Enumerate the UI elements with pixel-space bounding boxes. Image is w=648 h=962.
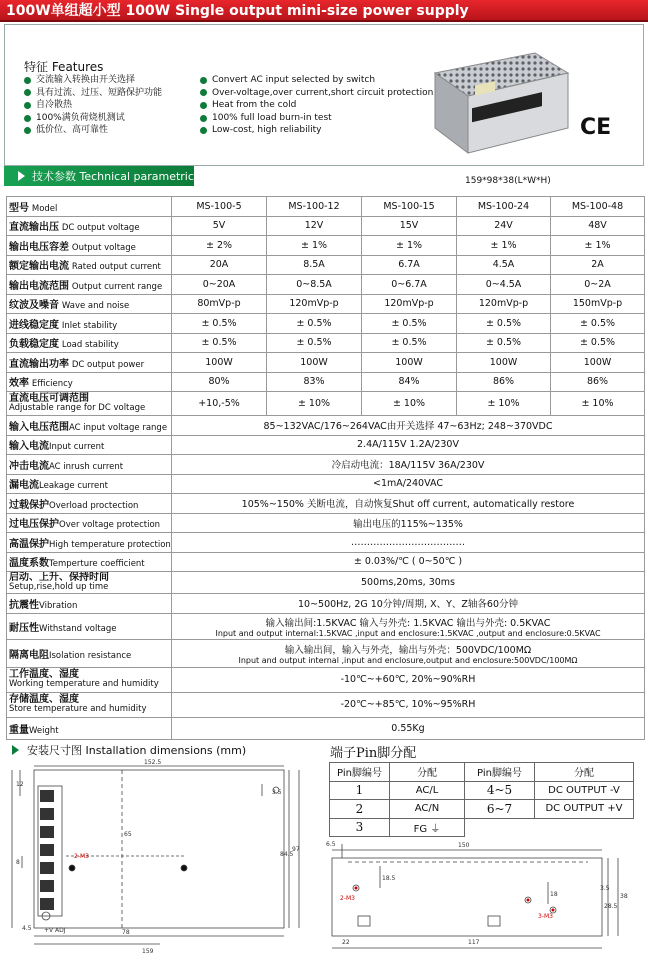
cell: 86%: [457, 372, 551, 392]
cell: 84%: [362, 372, 457, 392]
cell: 105%~150% 关断电流，自动恢复Shut off current, automatically restore: [172, 494, 645, 514]
row-label: 过电压保护Over voltage protection: [7, 513, 172, 533]
bullet-icon: [24, 102, 31, 109]
row-label: 负载稳定度 Load stability: [7, 333, 172, 353]
cell: ± 0.5%: [267, 333, 362, 353]
dim-22: 22: [342, 939, 350, 946]
cell: 150mVp-p: [551, 294, 645, 314]
feature-item: 100%满负荷烧机测试: [24, 112, 162, 125]
row-label: 温度系数Temperture coefficient: [7, 552, 172, 572]
triangle-icon: [18, 171, 25, 181]
table-row: [7, 416, 645, 436]
adj-label: +V ADJ: [44, 927, 66, 934]
cell: 100W: [551, 353, 645, 373]
power-supply-image: [430, 48, 570, 158]
dim-2m3: 2-M3: [74, 853, 89, 860]
cell: ± 2%: [172, 236, 267, 256]
cell: ± 0.5%: [267, 314, 362, 334]
row-label: 型号 Model: [7, 197, 172, 217]
table-row: [330, 818, 634, 837]
dim-18: 18: [550, 891, 558, 898]
cell: 0~2A: [551, 275, 645, 295]
bullet-icon: [24, 115, 31, 122]
model-cell: MS-100-5: [172, 197, 267, 217]
cell: 15V: [362, 216, 457, 236]
cell: ± 0.5%: [551, 314, 645, 334]
bullet-icon: [24, 127, 31, 134]
cell: 24V: [457, 216, 551, 236]
cell: 48V: [551, 216, 645, 236]
bullet-icon: [200, 127, 207, 134]
dim-159: 159: [142, 948, 154, 955]
table-row: [7, 392, 645, 416]
pin-cell: FG ⏚: [390, 818, 465, 837]
dim-65: 65: [124, 831, 132, 838]
feature-item: 具有过流、过压、短路保护功能: [24, 87, 162, 100]
row-label: 漏电流Leakage current: [7, 474, 172, 494]
row-label: 重量Weight: [7, 717, 172, 739]
table-row: [7, 236, 645, 256]
cell: ± 0.5%: [457, 333, 551, 353]
bullet-icon: [200, 115, 207, 122]
dim-150: 150: [458, 842, 470, 849]
features-list-en: [200, 74, 433, 137]
features-title: 特征 Features: [24, 60, 104, 74]
cell: 8.5A: [267, 255, 362, 275]
row-label: 直流输出压 DC output voltage: [7, 216, 172, 236]
table-row: [7, 594, 645, 614]
table-row: [7, 255, 645, 275]
feature-item: 自冷散热: [24, 99, 162, 112]
cell: 2.4A/115V 1.2A/230V: [172, 435, 645, 455]
cell: ± 0.5%: [172, 333, 267, 353]
row-label: 启动、上升、保持时间 Setup,rise,hold up time: [7, 572, 172, 594]
row-label: 输入电流Input current: [7, 435, 172, 455]
bullet-icon: [24, 77, 31, 84]
cell: 输出电压的115%~135%: [172, 513, 645, 533]
cell: 80%: [172, 372, 267, 392]
pin-head: Pin脚编号: [465, 763, 535, 782]
row-label: 输入电压范围AC input voltage range: [7, 416, 172, 436]
pin-cell: 4~5: [465, 781, 535, 800]
row-label: 额定输出电流 Rated output current: [7, 255, 172, 275]
dim-117: 117: [468, 939, 480, 946]
cell: ± 0.5%: [172, 314, 267, 334]
pin-cell: [535, 818, 634, 837]
cell: ± 1%: [551, 236, 645, 256]
cell: 12V: [267, 216, 362, 236]
dim-4-5: 4.5: [22, 925, 32, 932]
table-row: [7, 353, 645, 373]
table-row: [7, 294, 645, 314]
cell: 0~20A: [172, 275, 267, 295]
table-row: [7, 613, 645, 639]
table-row: [7, 197, 645, 217]
cell: 冷启动电流：18A/115V 36A/230V: [172, 455, 645, 475]
pin-cell: AC/L: [390, 781, 465, 800]
ce-mark: CE: [580, 115, 612, 140]
pin-head: 分配: [390, 763, 465, 782]
dim-84: 84.5: [280, 851, 294, 858]
cell: ± 1%: [457, 236, 551, 256]
table-row: [7, 639, 645, 667]
tech-section-header: 技术参数 Technical parametric: [4, 166, 194, 186]
features-list-zh: [24, 74, 162, 137]
row-label: 过载保护Overload proctection: [7, 494, 172, 514]
cell: <1mA/240VAC: [172, 474, 645, 494]
install-section-header: 安装尺寸图 Installation dimensions (mm): [12, 742, 246, 758]
dim-3-5-side: 3.5: [600, 885, 610, 892]
cell: 80mVp-p: [172, 294, 267, 314]
top-view-drawing: [4, 756, 316, 956]
cell: 6.7A: [362, 255, 457, 275]
cell: 0~6.7A: [362, 275, 457, 295]
cell: ………………………………: [172, 533, 645, 553]
cell: ± 0.03%/℃ ( 0~50℃ ): [172, 552, 645, 572]
row-label: 隔离电阻Isolation resistance: [7, 639, 172, 667]
cell: 4.5A: [457, 255, 551, 275]
cell: ± 1%: [362, 236, 457, 256]
banner-title: 100W单组超小型 100W Single output mini-size power supply: [6, 3, 469, 19]
row-label: 输出电流范围 Output current range: [7, 275, 172, 295]
row-label: 输出电压容差 Output voltage: [7, 236, 172, 256]
table-row: [7, 494, 645, 514]
feature-item: Heat from the cold: [200, 99, 433, 112]
pin-cell: DC OUTPUT -V: [535, 781, 634, 800]
cell: 86%: [551, 372, 645, 392]
feature-item: Low-cost, high reliability: [200, 124, 433, 137]
bullet-icon: [200, 77, 207, 84]
dim-3m3: 3-M3: [538, 913, 553, 920]
side-view-drawing: [318, 838, 644, 958]
pin-head: Pin脚编号: [330, 763, 390, 782]
cell: ± 10%: [551, 392, 645, 416]
cell: -20℃~+85℃, 10%~95%RH: [172, 692, 645, 717]
bullet-icon: [200, 102, 207, 109]
feature-item: Convert AC input selected by switch: [200, 74, 433, 87]
table-row: [330, 800, 634, 819]
row-label: 直流输出功率 DC output power: [7, 353, 172, 373]
model-cell: MS-100-15: [362, 197, 457, 217]
cell: 100W: [457, 353, 551, 373]
dim-3-5: 3.5: [272, 789, 282, 796]
cell: ± 0.5%: [362, 314, 457, 334]
spec-table: [6, 196, 645, 740]
dim-38: 38: [620, 893, 628, 900]
row-label: 进线稳定度 Inlet stability: [7, 314, 172, 334]
pin-table: [329, 762, 634, 837]
pin-cell: AC/N: [390, 800, 465, 819]
table-row: [7, 216, 645, 236]
table-row: [7, 474, 645, 494]
cell: 120mVp-p: [457, 294, 551, 314]
row-label: 存储温度、湿度 Store temperature and humidity: [7, 692, 172, 717]
table-row: [330, 781, 634, 800]
feature-item: 低价位、高可靠性: [24, 124, 162, 137]
cell: ± 10%: [362, 392, 457, 416]
cell: 85~132VAC/176~264VAC由开关选择 47~63Hz; 248~370VDC: [172, 416, 645, 436]
dim-18-5: 18.5: [382, 875, 396, 882]
feature-item: 100% full load burn-in test: [200, 112, 433, 125]
cell: 83%: [267, 372, 362, 392]
dim-6-5: 6.5: [326, 841, 336, 848]
table-row: [7, 572, 645, 594]
pin-cell: 1: [330, 781, 390, 800]
pin-cell: 6~7: [465, 800, 535, 819]
cell: 输入输出间，输入与外壳，输出与外壳：500VDC/100MΩ Input and output internal ,input and enclosure,output and enclosure:500VDC/100MΩ: [172, 639, 645, 667]
pin-cell: 2: [330, 800, 390, 819]
cell: 100W: [172, 353, 267, 373]
model-cell: MS-100-12: [267, 197, 362, 217]
table-row: [7, 435, 645, 455]
title-banner: [0, 0, 648, 22]
pin-table-title: 端子Pin脚分配: [330, 746, 417, 761]
cell: ± 10%: [267, 392, 362, 416]
row-label: 纹波及噪音 Wave and noise: [7, 294, 172, 314]
cell: 5V: [172, 216, 267, 236]
table-row: [7, 717, 645, 739]
model-cell: MS-100-24: [457, 197, 551, 217]
row-label: 高温保护High temperature protection: [7, 533, 172, 553]
table-row: [7, 692, 645, 717]
table-row: [7, 533, 645, 553]
bullet-icon: [200, 89, 207, 96]
table-row: [7, 513, 645, 533]
triangle-icon: [12, 745, 19, 755]
cell: ± 1%: [267, 236, 362, 256]
table-row: [7, 372, 645, 392]
cell: ± 0.5%: [457, 314, 551, 334]
table-row: [7, 333, 645, 353]
cell: -10℃~+60℃, 20%~90%RH: [172, 667, 645, 692]
row-label: 抗震性Vibration: [7, 594, 172, 614]
dim-78: 78: [122, 929, 130, 936]
cell: ± 0.5%: [551, 333, 645, 353]
dim-152: 152.5: [144, 759, 162, 766]
cell: 2A: [551, 255, 645, 275]
table-row: [7, 275, 645, 295]
pin-cell: [465, 818, 535, 837]
cell: 100W: [267, 353, 362, 373]
dim-12: 12: [16, 781, 24, 788]
feature-item: Over-voltage,over current,short circuit protection: [200, 87, 433, 100]
cell: 0~8.5A: [267, 275, 362, 295]
cell: ± 10%: [457, 392, 551, 416]
table-row: [7, 552, 645, 572]
product-dimensions: 159*98*38(L*W*H): [465, 176, 551, 186]
table-row: [7, 667, 645, 692]
cell: 100W: [362, 353, 457, 373]
pin-head: 分配: [535, 763, 634, 782]
cell: 0.55Kg: [172, 717, 645, 739]
pin-cell: DC OUTPUT +V: [535, 800, 634, 819]
row-label: 耐压性Withstand voltage: [7, 613, 172, 639]
table-row: [7, 314, 645, 334]
feature-item: 交流输入转换由开关选择: [24, 74, 162, 87]
cell: 10~500Hz, 2G 10分钟/周期, X、Y、Z轴各60分钟: [172, 594, 645, 614]
row-label: 效率 Efficiency: [7, 372, 172, 392]
bullet-icon: [24, 89, 31, 96]
cell: 20A: [172, 255, 267, 275]
dim-8: 8: [16, 859, 20, 866]
cell: +10,-5%: [172, 392, 267, 416]
row-label: 冲击电流AC inrush current: [7, 455, 172, 475]
cell: 输入输出间:1.5KVAC 输入与外壳: 1.5KVAC 输出与外壳: 0.5KVAC Input and output internal:1.5KVAC ,input and enclosure:1.5KVAC ,output and enclosure:0.5KVAC: [172, 613, 645, 639]
cell: ± 0.5%: [362, 333, 457, 353]
model-cell: MS-100-48: [551, 197, 645, 217]
dim-28-5: 28.5: [604, 903, 618, 910]
pin-cell: 3: [330, 818, 390, 837]
dim-97: 97: [292, 846, 300, 853]
cell: 120mVp-p: [362, 294, 457, 314]
table-row: [330, 763, 634, 782]
cell: 500ms,20ms, 30ms: [172, 572, 645, 594]
cell: 120mVp-p: [267, 294, 362, 314]
row-label: 直流电压可调范围 Adjustable range for DC voltage: [7, 392, 172, 416]
table-row: [7, 455, 645, 475]
cell: 0~4.5A: [457, 275, 551, 295]
row-label: 工作温度、湿度 Working temperature and humidity: [7, 667, 172, 692]
dim-2m3-side: 2-M3: [340, 895, 355, 902]
